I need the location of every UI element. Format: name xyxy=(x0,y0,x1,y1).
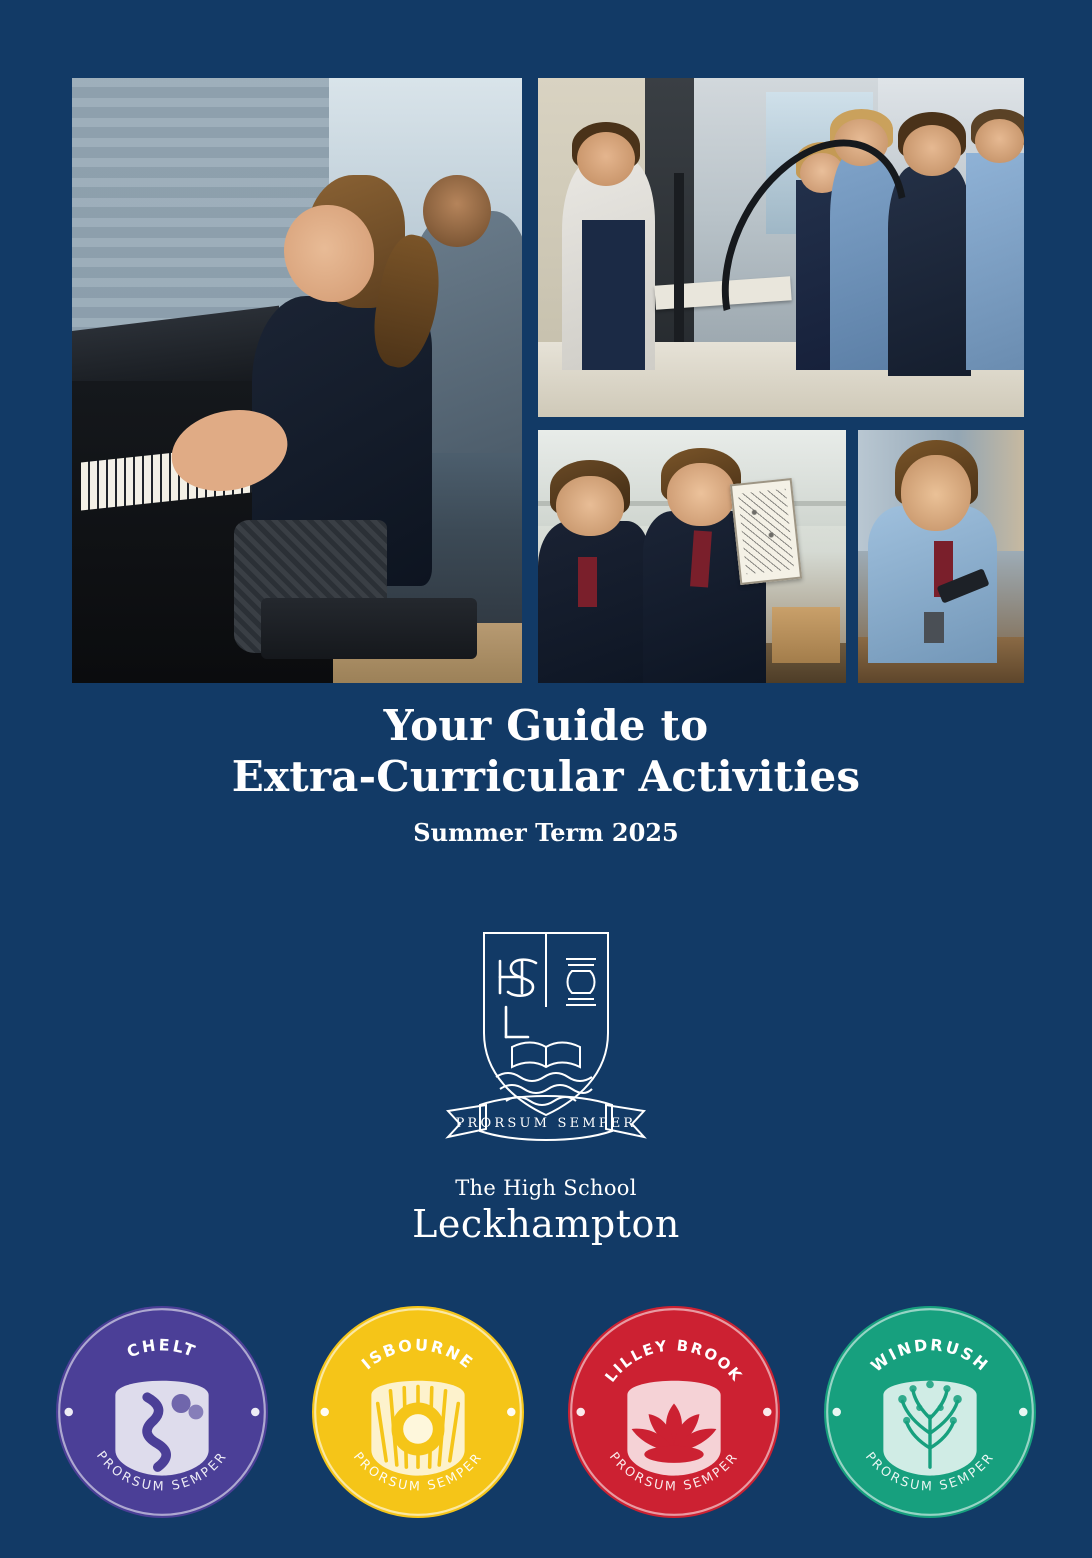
house-name-isbourne: ISBOURNE xyxy=(357,1335,478,1374)
school-crest-icon xyxy=(396,915,696,1165)
house-badge-lilley-brook xyxy=(568,1306,780,1518)
photo-collage xyxy=(72,78,1024,683)
house-motto-lilley-brook: PRORSUM SEMPER xyxy=(606,1448,742,1494)
house-name-lilley-brook: LILLEY BROOK xyxy=(602,1337,746,1386)
svg-text:LILLEY BROOK xyxy=(602,1337,746,1385)
photo-two-boys-etching xyxy=(538,430,846,683)
house-badge-isbourne xyxy=(312,1306,524,1518)
svg-text:ISBOURNE xyxy=(358,1335,478,1373)
house-name-chelt: CHELT xyxy=(124,1335,200,1362)
svg-text:CHELT xyxy=(124,1335,199,1361)
photo-boy-soldering xyxy=(858,430,1024,683)
school-name-small: The High School xyxy=(455,1176,637,1200)
photo-girl-playing-piano xyxy=(72,78,522,683)
house-motto-chelt: PRORSUM SEMPER xyxy=(93,1447,231,1494)
crest-motto: PRORSUM SEMPER xyxy=(455,1116,637,1131)
school-name-large: Leckhampton xyxy=(412,1202,680,1246)
house-badge-chelt xyxy=(56,1306,268,1518)
house-name-windrush: WINDRUSH xyxy=(867,1335,994,1376)
page-title-line-1: Your Guide to xyxy=(383,701,709,750)
house-motto-windrush: PRORSUM SEMPER xyxy=(862,1448,998,1494)
svg-text:WINDRUSH xyxy=(867,1335,993,1376)
cover-titles xyxy=(0,700,1092,847)
house-badges xyxy=(0,1306,1092,1518)
school-crest-block xyxy=(396,915,696,1246)
photo-art-printmaking xyxy=(538,78,1024,417)
page-subtitle: Summer Term 2025 xyxy=(413,818,679,848)
house-motto-isbourne: PRORSUM SEMPER xyxy=(350,1448,486,1494)
page-title-line-2: Extra-Curricular Activities xyxy=(231,752,861,802)
house-badge-windrush xyxy=(824,1306,1036,1518)
